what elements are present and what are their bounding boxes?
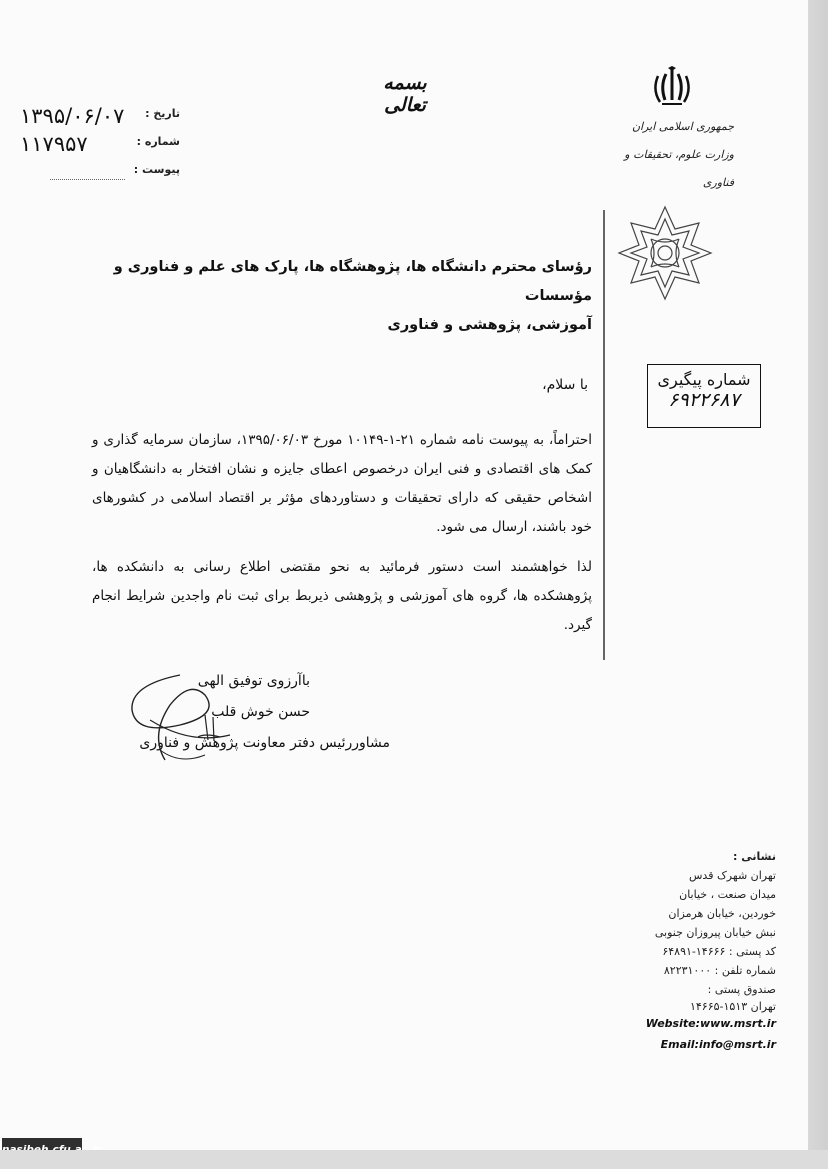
attachment-label: پیوست :: [133, 163, 180, 176]
attachment-line: [50, 179, 125, 180]
signer-name: حسن خوش قلب: [211, 704, 310, 720]
date-row: [20, 104, 180, 126]
attachment-row: [20, 160, 180, 182]
address-line-4: نبش خیابان پیروزان جنوبی: [654, 926, 776, 939]
body-paragraph-1: احتراماً، به پیوست نامه شماره ۲۱-۱-۱۰۱۴۹ مورخ ۱۳۹۵/۰۶/۰۳، سازمان سرمایه گذاری و کمک های اقتصادی و فنی ایران درخصوص اعطای جایزه و نشان افتخار به دانشگاهیان و اشخاص حقیقی که دارای تحقیقات و دستاوردهای مؤثر بر اقتصاد اسلامی در کشورهای خود باشند، ارسال می شود.: [92, 432, 592, 535]
number-value: ۱۱۷۹۵۷: [20, 132, 88, 156]
scan-bottom-edge: [0, 1150, 828, 1169]
ministry-block: [596, 113, 734, 197]
ministry-name: وزارت علوم، تحقیقات و فناوری: [624, 148, 734, 189]
closing-phrase: باآرزوی توفیق الهی: [197, 673, 310, 689]
number-label: شماره :: [136, 135, 180, 148]
pobox-value: تهران ۱۵۱۳-۱۴۶۶۵: [689, 1000, 776, 1013]
address-line-1: تهران شهرک قدس: [689, 869, 776, 882]
pobox-label: صندوق پستی :: [707, 983, 776, 996]
tracking-value: ۶۹۲۲۶۸۷: [668, 389, 740, 411]
country-name: جمهوری اسلامی ایران: [631, 120, 734, 133]
body-paragraph-2: لذا خواهشمند است دستور فرمائید به نحو مقتضی اطلاع رسانی به دانشکده ها، پژوهشکده ها، گروه های آموزشی و پژوهشی ذیربط برای ثبت نام واجدین شرایط انجام گیرد.: [92, 559, 592, 633]
address-line-2: میدان صنعت ، خیابان: [679, 888, 776, 901]
number-row: [20, 132, 180, 154]
phone-number: شماره تلفن : ۸۲۲۳۱۰۰۰: [663, 964, 776, 977]
iran-emblem-icon: [652, 66, 692, 110]
date-value: ۱۳۹۵/۰۶/۰۷: [20, 104, 125, 128]
signer-title: مشاوررئیس دفتر معاونت پژوهش و فناوری: [139, 735, 390, 751]
recipient-line-2: آموزشی، پژوهشی و فناوری: [387, 317, 592, 333]
margin-rule: [603, 210, 605, 660]
handwritten-signature: [110, 665, 250, 775]
address-line-3: خوردین، خیابان هرمزان: [668, 907, 776, 920]
tracking-stamp: [647, 364, 761, 428]
greeting: با سلام،: [542, 377, 588, 393]
recipient-block: [96, 253, 592, 340]
scan-edge: [808, 0, 828, 1169]
address-heading: نشانی :: [733, 850, 776, 863]
islamic-ornament-icon: [617, 205, 713, 301]
date-label: تاریخ :: [145, 107, 180, 120]
postal-code: کد پستی : ۱۴۶۶۶-۶۴۸۹۱: [662, 945, 776, 958]
recipient-line-1: رؤسای محترم دانشگاه ها، پژوهشگاه ها، پارک های علم و فناوری و مؤسسات: [113, 259, 592, 304]
website-link[interactable]: Website:www.msrt.ir: [645, 1017, 776, 1030]
basmala: بسمه تعالی: [383, 72, 427, 116]
tracking-label: شماره پیگیری: [657, 370, 751, 389]
email-link[interactable]: Email:info@msrt.ir: [660, 1038, 776, 1051]
